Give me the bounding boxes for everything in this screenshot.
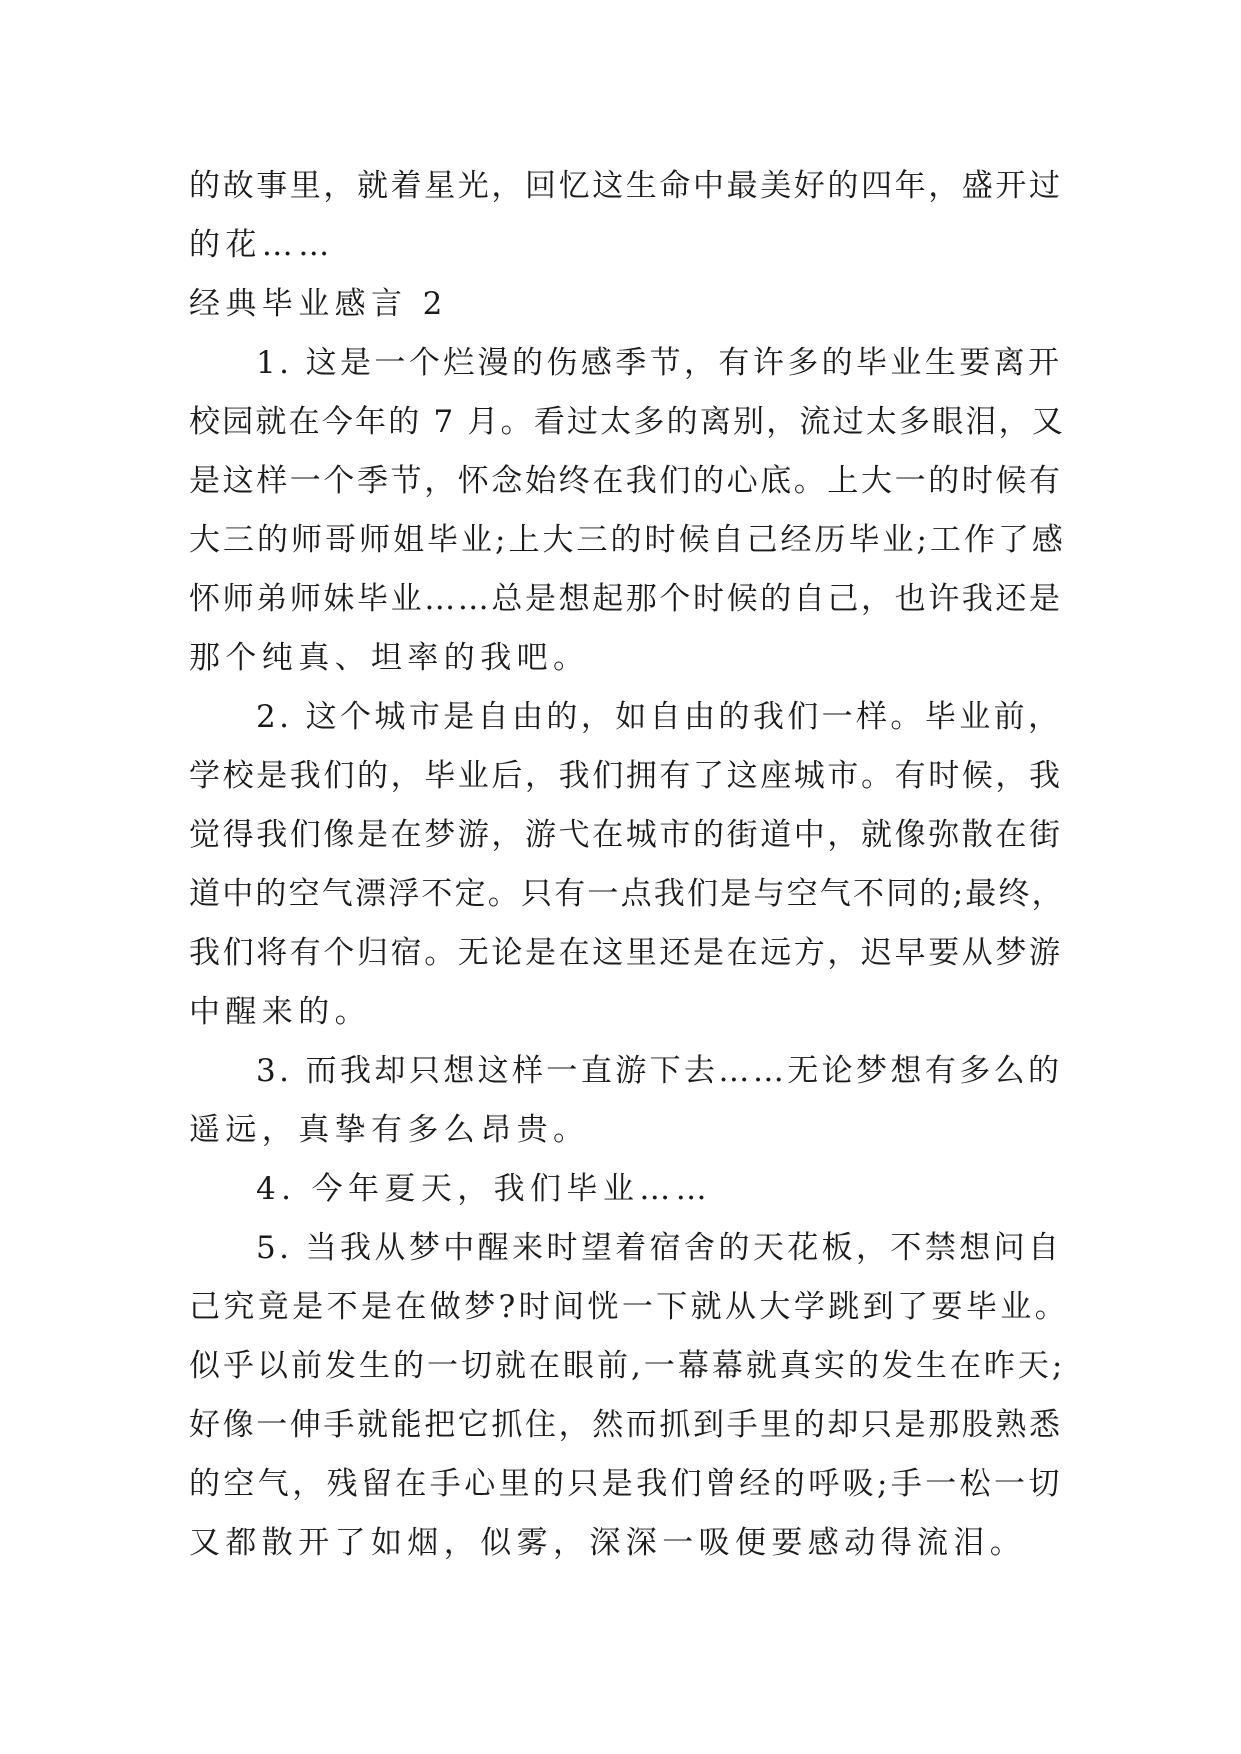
text-line: 4. 今年夏天，我们毕业…… — [256, 1171, 713, 1207]
text-line: 好像一伸手就能把它抓住，然而抓到手里的却只是那股熟悉 — [189, 1407, 1063, 1443]
text-line: 的故事里，就着星光，回忆这生命中最美好的四年，盛开过 — [189, 168, 1063, 204]
text-line: 2. 这个城市是自由的，如自由的我们一样。毕业前， — [256, 699, 1063, 735]
text-line: 是这样一个季节，怀念始终在我们的心底。上大一的时候有 — [189, 463, 1063, 499]
text-line: 我们将有个归宿。无论是在这里还是在远方，迟早要从梦游 — [189, 935, 1063, 971]
text-line: 的花…… — [189, 227, 335, 263]
text-line: 5. 当我从梦中醒来时望着宿舍的天花板，不禁想问自 — [256, 1230, 1063, 1266]
text-line: 学校是我们的，毕业后，我们拥有了这座城市。有时候，我 — [189, 758, 1063, 794]
text-line: 道中的空气漂浮不定。只有一点我们是与空气不同的;最终， — [189, 876, 1065, 912]
text-line: 怀师弟师妹毕业……总是想起那个时候的自己，也许我还是 — [189, 581, 1063, 617]
text-line: 校园就在今年的 7 月。看过太多的离别，流过太多眼泪，又 — [189, 404, 1066, 440]
text-line: 似乎以前发生的一切就在眼前,一幕幕就真实的发生在昨天; — [189, 1348, 1066, 1384]
text-line: 中醒来的。 — [189, 994, 371, 1030]
text-line: 觉得我们像是在梦游，游弋在城市的街道中，就像弥散在街 — [189, 817, 1063, 853]
text-line: 遥远，真挚有多么昂贵。 — [189, 1112, 590, 1148]
section-heading: 经典毕业感言 2 — [189, 286, 448, 322]
text-line: 又都散开了如烟，似雾，深深一吸便要感动得流泪。 — [189, 1525, 1027, 1561]
text-line: 1. 这是一个烂漫的伤感季节，有许多的毕业生要离开 — [256, 345, 1063, 381]
text-line: 3. 而我却只想这样一直游下去……无论梦想有多么的 — [256, 1053, 1063, 1089]
text-line: 己究竟是不是在做梦?时间恍一下就从大学跳到了要毕业。 — [189, 1289, 1070, 1325]
text-line: 的空气，残留在手心里的只是我们曾经的呼吸;手一松一切 — [189, 1466, 1063, 1502]
text-line: 那个纯真、坦率的我吧。 — [189, 640, 590, 676]
text-line: 大三的师哥师姐毕业;上大三的时候自己经历毕业;工作了感 — [189, 522, 1066, 558]
